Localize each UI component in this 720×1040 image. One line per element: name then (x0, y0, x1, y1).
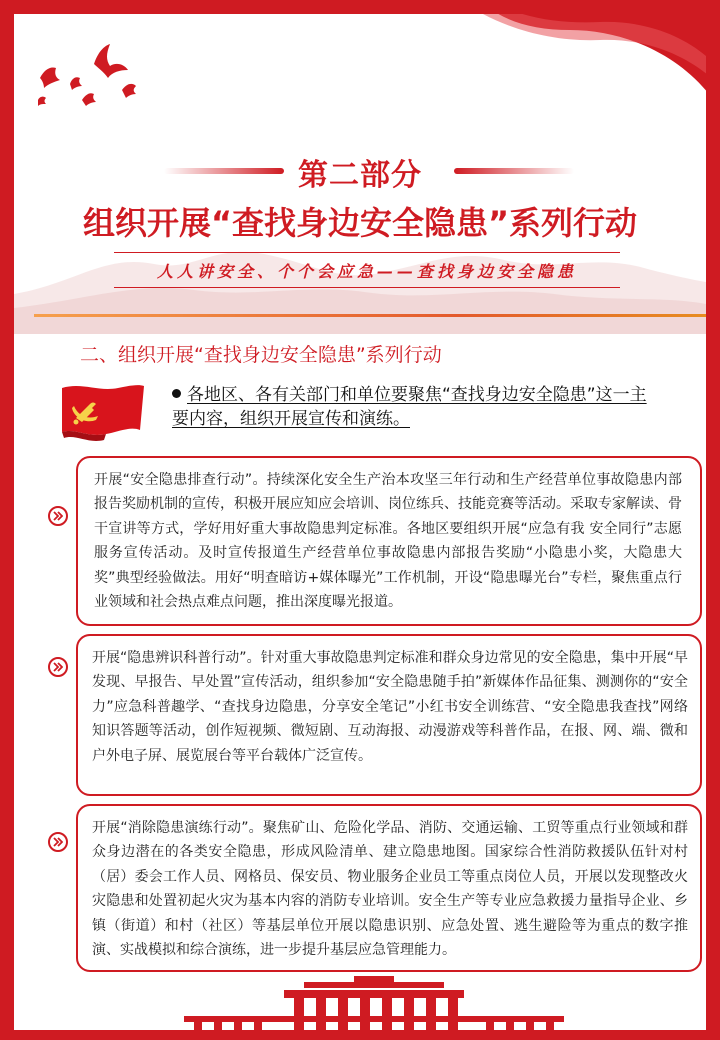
doves-icon (32, 44, 162, 124)
great-hall-icon (154, 976, 594, 1040)
action-card-hazard-science (76, 634, 702, 796)
part-heading-row (14, 150, 706, 193)
action-card-hazard-inspection (76, 456, 702, 626)
card-text: 开展“消除隐患演练行动”。聚焦矿山、危险化学品、消防、交通运输、工贸等重点行业领域和群众身边潜在的各类安全隐患，形成风险清单、建立隐患地图。国家综合性消防救援队伍针对村（居）委会工作人员、网格员、保安员、物业服务企业员工等重点岗位人员，开展以发现整改火灾隐患和处置初起火灾为基本内容的消防专业培训。安全生产等专业应急救援力量指导企业、乡镇（街道）和村（社区）等基层单位开展以隐患识别、应急处置、逃生避险等为重点的数字推演、实战模拟和综合演练，进一步提升基层应急管理能力。 (92, 820, 688, 959)
card-text: 开展“隐患辨识科普行动”。针对重大事故隐患判定标准和群众身边常见的安全隐患，集中开展“早发现、早报告、早处置”宣传活动，组织参加“安全隐患随手拍”新媒体作品征集、测测你的“安全力”应急科普趣学、“查找身边隐患，分享安全笔记”小红书安全训练营、“安全隐患我查找”网络知识答题等活动，创作短视频、微短剧、互动海报、动漫游戏等科普作品，在报、网、端、微和户外电子屏、展览展台等平台载体广泛宣传。 (92, 650, 688, 764)
party-flag-icon (58, 382, 146, 444)
card-text: 开展“安全隐患排查行动”。持续深化安全生产治本攻坚三年行动和生产经营单位事故隐患内部报告奖励机制的宣传，积极开展应知应会培训、岗位练兵、技能竞赛等活动。采取专家解读、骨干宣讲等方式，学好用好重大事故隐患判定标准。各地区要组织开展“应急有我 安全同行”志愿服务宣传活动。及时宣传报道生产经营单位事故隐患内部报告奖励“小隐患小奖，大隐患大奖”典型经验做法。用好“明查暗访+媒体曝光”工作机制，开设“隐患曝光台”专栏，聚焦重点行业领域和社会热点难点问题，推出深度曝光报道。 (94, 472, 682, 611)
intro-paragraph (172, 383, 662, 431)
red-ribbon-decoration (460, 0, 720, 110)
decorative-line-right (454, 168, 574, 174)
bullet-dot (172, 389, 181, 398)
section-heading: 二、组织开展“查找身边安全隐患”系列行动 (80, 344, 442, 366)
section-divider (34, 314, 720, 317)
slogan-box (114, 252, 620, 288)
chevron-right-icon (48, 657, 68, 677)
chevron-right-icon (48, 506, 68, 526)
part-label: 第二部分 (298, 158, 422, 193)
slogan: 人人讲安全、个个会应急——查找身边安全隐患 (156, 262, 577, 281)
title-zone (14, 134, 706, 334)
main-title: 组织开展“查找身边安全隐患”系列行动 (82, 204, 638, 242)
chevron-right-icon (48, 832, 68, 852)
action-card-hazard-drill (76, 804, 702, 972)
intro-text: 各地区、各有关部门和单位要聚焦“查找身边安全隐患”这一主要内容，组织开展宣传和演练。 (172, 385, 647, 429)
